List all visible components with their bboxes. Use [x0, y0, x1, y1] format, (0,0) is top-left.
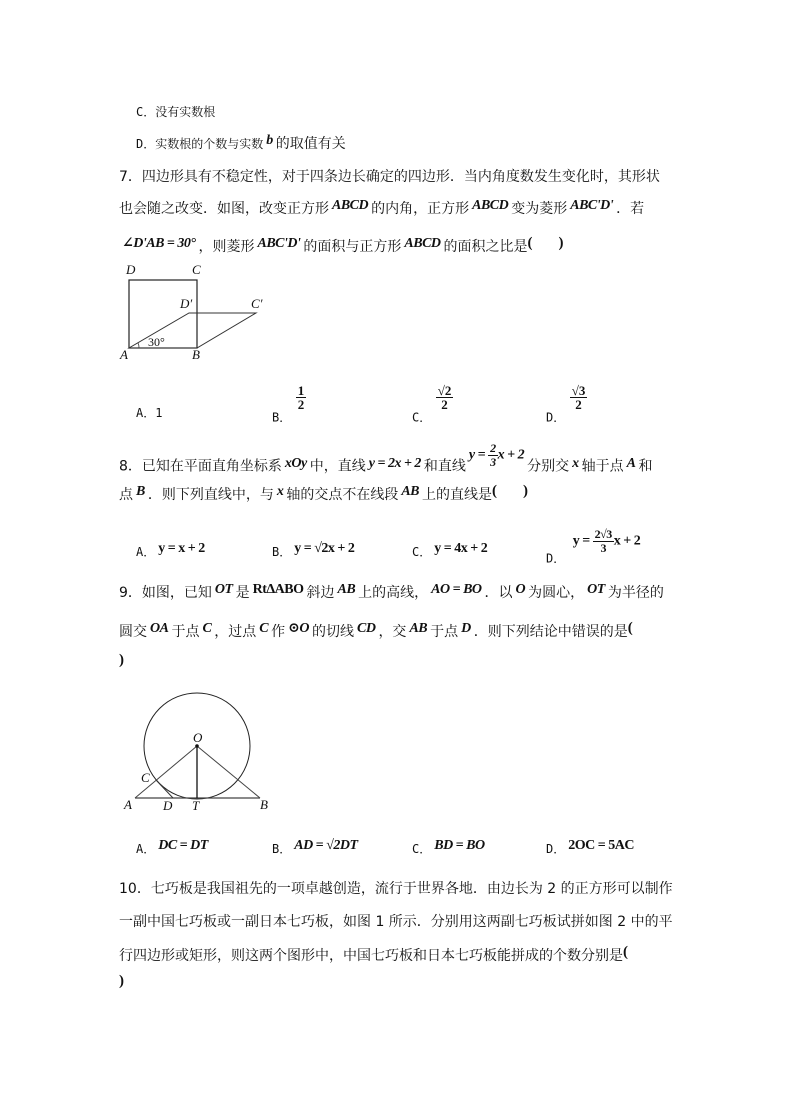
label-c: C: [192, 262, 201, 277]
q8-line-2: 点 B ．则下列直线中，与 x 轴的交点不在线段 AB 上的直线是( ): [119, 483, 529, 503]
q6-option-d: D．实数根的个数与实数 b 的取值有关: [136, 133, 346, 152]
q10-line-4: ): [119, 973, 124, 989]
q9-option-d: D． 2OC = 5AC: [546, 838, 634, 856]
label-d: D: [163, 798, 173, 813]
q9-line-3: ): [119, 652, 124, 668]
label-t: T: [192, 798, 200, 813]
q8-option-a: A． y = x + 2: [136, 541, 205, 559]
q6-option-c: [136, 103, 215, 120]
label-d: D: [126, 262, 136, 277]
label-a: A: [120, 347, 128, 362]
q7-line-3: ∠D'AB = 30° ，则菱形 ABC'D' 的面积与正方形 ABCD 的面积之比是( ): [122, 235, 564, 255]
q8-option-c: C． y = 4x + 2: [412, 541, 488, 559]
q8-option-b: B． y = √2x + 2: [272, 541, 355, 559]
q9-option-b: B． AD = √2DT: [272, 838, 358, 856]
tangent-cd: [156, 780, 173, 798]
q9-figure-circle-triangle: [115, 685, 285, 815]
label-c-prime: C′: [251, 296, 263, 311]
q7-option-a: A．1: [136, 406, 163, 420]
label-a: A: [124, 797, 132, 812]
q7-option-c: C． $\frac{√2}{2}$: [412, 383, 452, 425]
q9-line-2: 圆交 OA 于点 C ，过点 C 作 ⊙O 的切线 CD ，交 AB 于点 D ．则下列结论中错误的是(: [119, 620, 633, 640]
label-b: B: [192, 347, 200, 362]
segment-bo: [197, 746, 260, 798]
q10-line-1: 10．七巧板是我国祖先的一项卓越创造，流行于世界各地．由边长为 2 的正方形可以制作: [119, 881, 673, 897]
q7-option-d: D． $\frac{√3}{2}$: [546, 383, 586, 425]
q7-line-1: 7．四边形具有不稳定性，对于四条边长确定的四边形．当内角度数发生变化时，其形状: [119, 169, 660, 185]
label-c: C: [141, 770, 150, 785]
q10-line-2: 一副中国七巧板或一副日本七巧板，如图 1 所示．分别用这两副七巧板试拼如图 2 中的平: [119, 914, 673, 930]
q7-angle-condition: ∠D'AB = 30°: [122, 236, 196, 251]
q9-option-c: C． BD = BO: [412, 838, 485, 856]
q9-line-1: 9．如图，已知 OT 是 RtΔABO 斜边 AB 上的高线， AO = BO ．以 O 为圆心， OT 为半径的: [119, 582, 664, 601]
q7-figure-square-rhombus: [110, 258, 310, 368]
q7-line-2: 也会随之改变．如图，改变正方形 ABCD 的内角，正方形 ABCD 变为菱形 ABC'D' ．若: [119, 198, 645, 217]
q8-equation-1: y = 2x + 2: [368, 455, 421, 471]
label-angle-30: 30°: [148, 335, 165, 349]
q9-option-a: A． DC = DT: [136, 838, 208, 856]
q7-option-b: B． $\frac{1}{2}$: [272, 383, 305, 425]
label-b: B: [260, 797, 268, 812]
label-d-prime: D′: [180, 296, 193, 311]
q8-equation-2: y = $\frac{2}{3}$ x + 2: [468, 441, 525, 469]
q8-line-1: 8．已知在平面直角坐标系 xOy 中，直线 y = 2x + 2 和直线y = $\frac{2}{3}$ x + 2分别交 x 轴于点 A 和: [119, 441, 653, 475]
label-o: O: [193, 730, 203, 745]
angle-arc: [138, 343, 139, 348]
q10-line-3: 行四边形或矩形，则这两个图形中，中国七巧板和日本七巧板能拼成的个数分别是(: [119, 944, 628, 964]
q8-option-d: D． y = $\frac{2√3}{3}$ x + 2: [546, 527, 641, 566]
q6-option-c-text: C．没有实数根: [136, 105, 216, 119]
